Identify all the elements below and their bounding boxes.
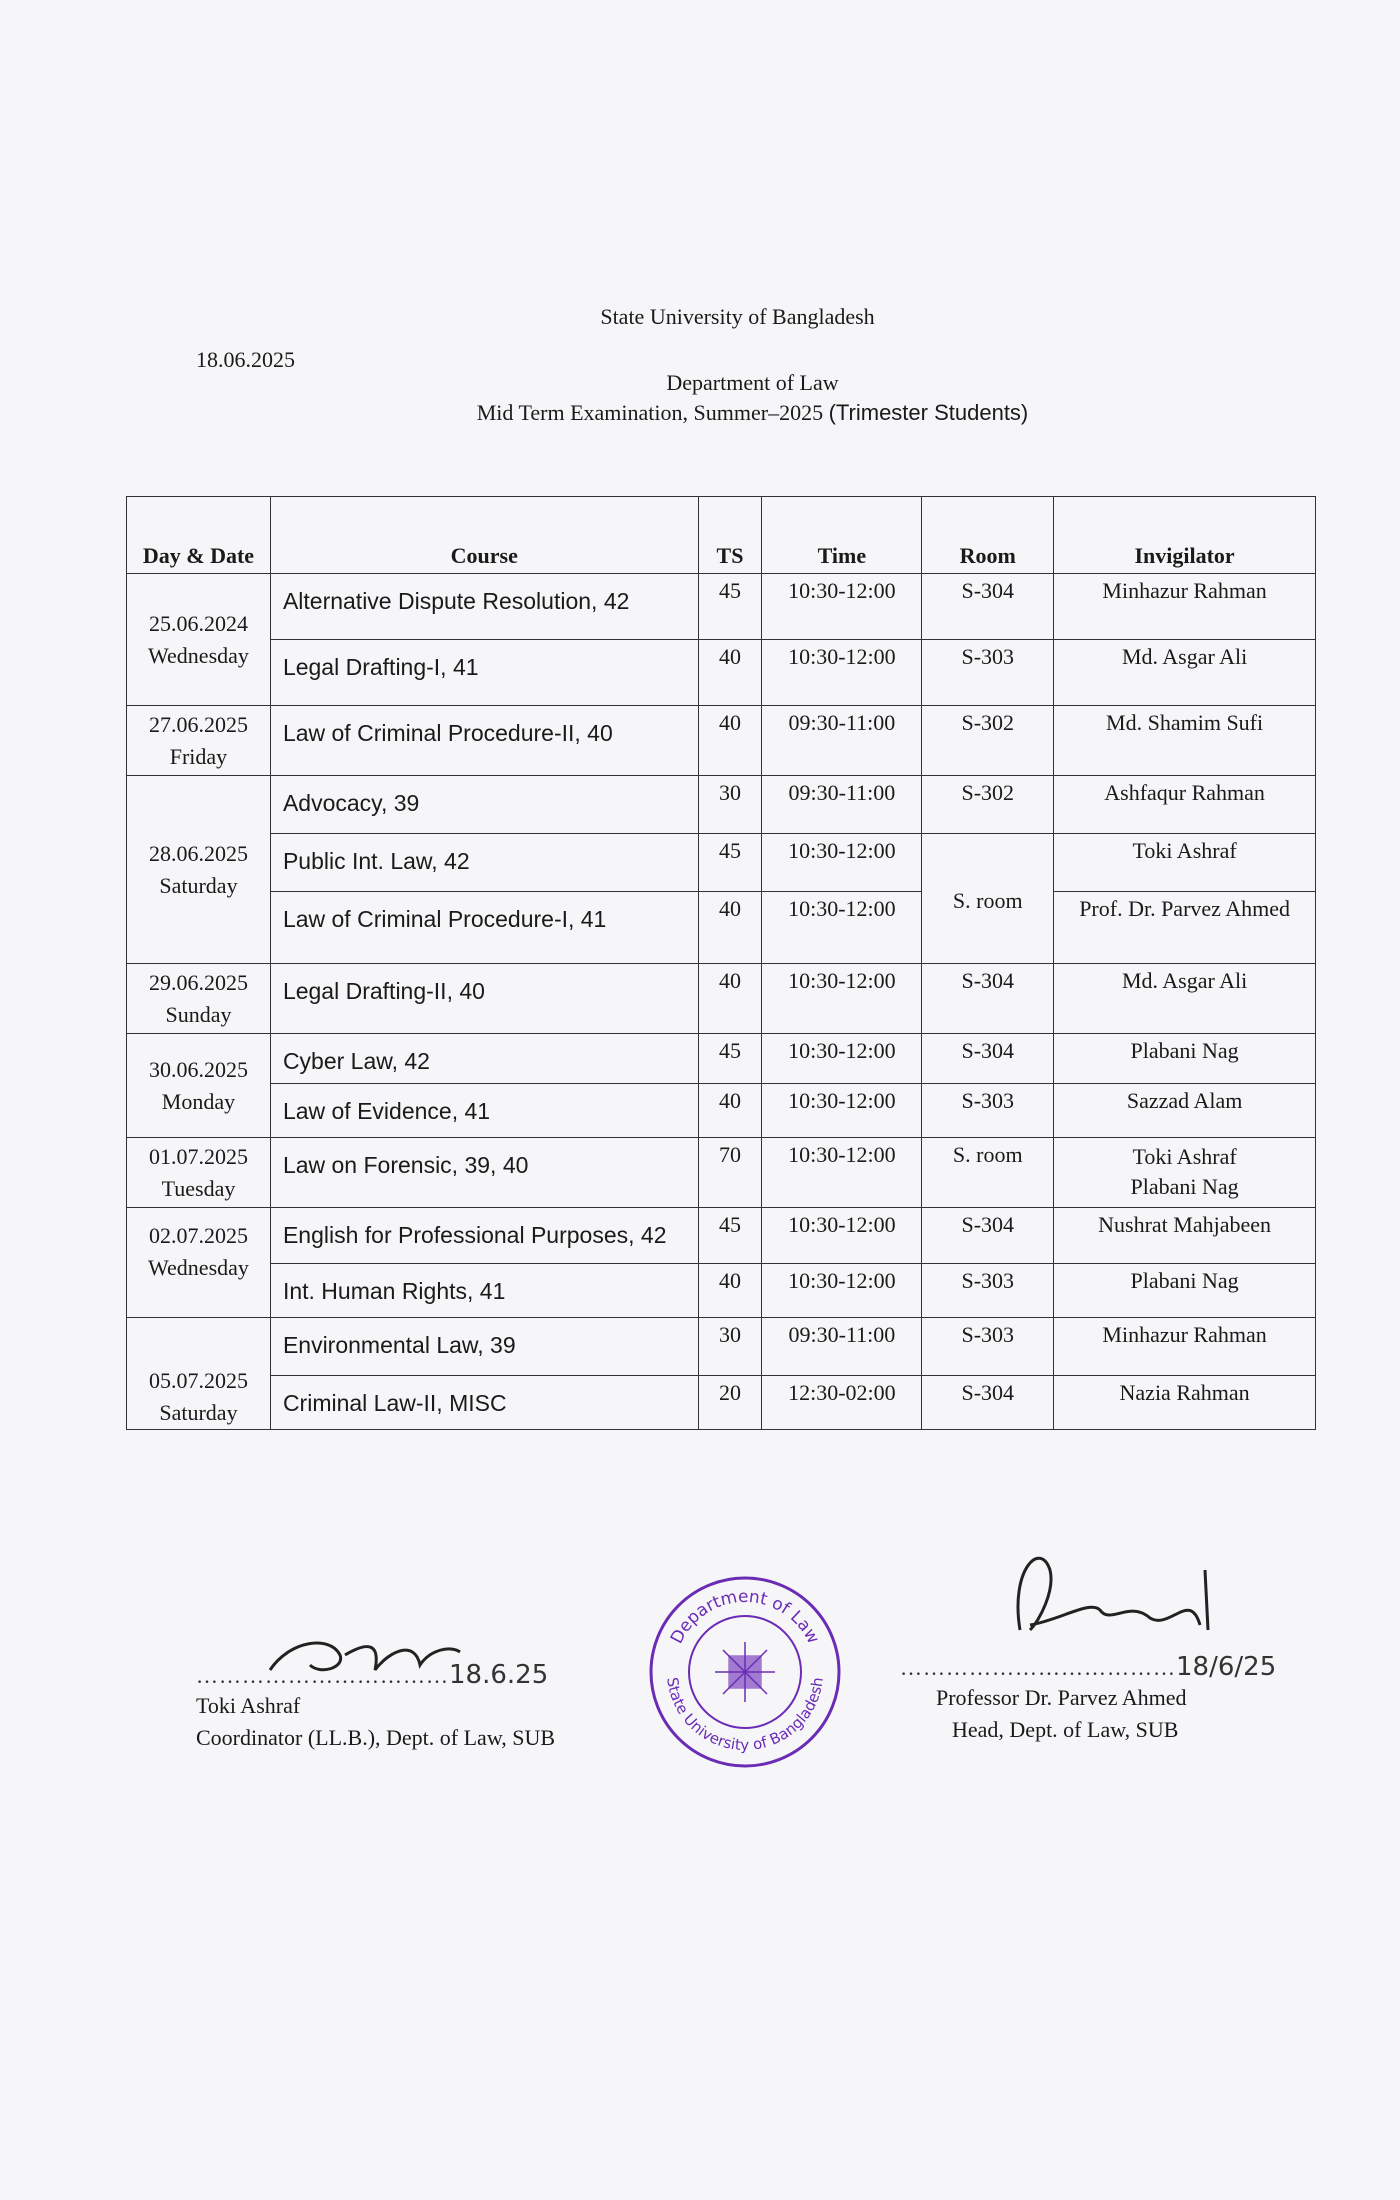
ts-cell: 30 — [698, 776, 762, 834]
ts-cell: 40 — [698, 1264, 762, 1318]
column-header-room: Room — [922, 497, 1054, 574]
department-seal — [645, 1572, 845, 1772]
head-signature-date: 18/6/25 — [1176, 1652, 1277, 1682]
invigilator-cell: Ashfaqur Rahman — [1054, 776, 1316, 834]
time-cell: 10:30-12:00 — [762, 1138, 922, 1208]
invigilator-cell — [1054, 1138, 1316, 1208]
exam-schedule-table — [126, 496, 1316, 1430]
room-cell: S. room — [922, 834, 1054, 964]
exam-date: 02.07.2025 — [148, 1223, 248, 1248]
ts-cell: 45 — [698, 1034, 762, 1084]
column-header-invigilator: Invigilator — [1054, 497, 1316, 574]
exam-date: 30.06.2025 — [148, 1056, 248, 1082]
invigilator-cell: Toki Ashraf — [1054, 834, 1316, 892]
course-cell: Criminal Law-II, MISC — [270, 1376, 698, 1430]
day-date-cell — [127, 1138, 271, 1208]
exam-date: 27.06.2025 — [148, 711, 248, 737]
room-cell: S-303 — [922, 1084, 1054, 1138]
university-name: State University of Bangladesh — [600, 304, 875, 329]
exam-day: Sunday — [165, 1001, 232, 1027]
course-cell: Legal Drafting-I, 41 — [270, 640, 698, 706]
ts-cell: 40 — [698, 640, 762, 706]
table-row — [127, 964, 1316, 1034]
course-cell: Public Int. Law, 42 — [270, 834, 698, 892]
table-row — [127, 892, 1316, 964]
ts-cell: 40 — [698, 1084, 762, 1138]
invigilator-cell: Md. Shamim Sufi — [1054, 706, 1316, 776]
table-row — [127, 640, 1316, 706]
invigilator-name: Toki Ashraf — [1132, 1144, 1237, 1169]
column-header-time: Time — [762, 497, 922, 574]
table-row — [127, 1318, 1316, 1376]
time-cell: 09:30-11:00 — [762, 706, 922, 776]
exam-title-main: Mid Term Examination, Summer–2025 — [476, 400, 824, 425]
ts-cell: 40 — [698, 892, 762, 964]
ts-cell: 45 — [698, 834, 762, 892]
head-name: Professor Dr. Parvez Ahmed — [936, 1685, 1187, 1710]
table-row — [127, 1208, 1316, 1264]
invigilator-cell: Minhazur Rahman — [1054, 1318, 1316, 1376]
room-cell: S-304 — [922, 1208, 1054, 1264]
ts-cell: 30 — [698, 1318, 762, 1376]
exam-day: Saturday — [159, 872, 238, 898]
course-cell: Legal Drafting-II, 40 — [270, 964, 698, 1034]
coordinator-signature-line: ……………………………18.6.25 — [196, 1660, 549, 1690]
department-name: Department of Law — [666, 370, 839, 395]
course-cell: Int. Human Rights, 41 — [270, 1264, 698, 1318]
room-cell: S-302 — [922, 776, 1054, 834]
room-cell: S-304 — [922, 964, 1054, 1034]
time-cell: 09:30-11:00 — [762, 1318, 922, 1376]
exam-date: 05.07.2025 — [148, 1368, 248, 1393]
ts-cell: 45 — [698, 1208, 762, 1264]
course-cell: Environmental Law, 39 — [270, 1318, 698, 1376]
course-cell: Law of Criminal Procedure-I, 41 — [270, 892, 698, 964]
invigilator-cell: Prof. Dr. Parvez Ahmed — [1054, 892, 1316, 964]
seal-bottom-text: State University of Bangladesh — [663, 1676, 827, 1755]
table-row — [127, 574, 1316, 640]
table-row — [127, 706, 1316, 776]
room-cell: S-304 — [922, 574, 1054, 640]
exam-day: Wednesday — [148, 642, 249, 668]
course-cell: Law on Forensic, 39, 40 — [270, 1138, 698, 1208]
ts-cell: 45 — [698, 574, 762, 640]
table-row — [127, 1376, 1316, 1430]
issue-date: 18.06.2025 — [196, 347, 295, 372]
room-cell: S. room — [922, 1138, 1054, 1208]
time-cell: 09:30-11:00 — [762, 776, 922, 834]
invigilator-cell: Sazzad Alam — [1054, 1084, 1316, 1138]
course-cell: English for Professional Purposes, 42 — [270, 1208, 698, 1264]
table-row — [127, 1138, 1316, 1208]
course-cell: Advocacy, 39 — [270, 776, 698, 834]
exam-date: 25.06.2024 — [148, 610, 248, 636]
course-cell: Law of Criminal Procedure-II, 40 — [270, 706, 698, 776]
ts-cell: 40 — [698, 964, 762, 1034]
table-body — [127, 574, 1316, 1430]
day-date-cell — [127, 574, 271, 706]
exam-title — [0, 400, 1400, 426]
invigilator-cell: Plabani Nag — [1054, 1034, 1316, 1084]
head-signature — [1000, 1530, 1240, 1660]
time-cell: 10:30-12:00 — [762, 1264, 922, 1318]
seal-top-text: Department of Law — [666, 1586, 824, 1648]
column-header-ts: TS — [698, 497, 762, 574]
invigilator-cell: Md. Asgar Ali — [1054, 964, 1316, 1034]
coordinator-title: Coordinator (LL.B.), Dept. of Law, SUB — [196, 1725, 556, 1750]
exam-day: Saturday — [159, 1400, 238, 1425]
column-header-course: Course — [270, 497, 698, 574]
invigilator-cell: Nushrat Mahjabeen — [1054, 1208, 1316, 1264]
coordinator-name: Toki Ashraf — [196, 1693, 301, 1718]
room-cell: S-303 — [922, 1318, 1054, 1376]
column-header-day-date: Day & Date — [127, 497, 271, 574]
room-cell: S-303 — [922, 1264, 1054, 1318]
table-row — [127, 1084, 1316, 1138]
exam-date: 28.06.2025 — [148, 840, 248, 866]
time-cell: 12:30-02:00 — [762, 1376, 922, 1430]
time-cell: 10:30-12:00 — [762, 964, 922, 1034]
exam-day: Wednesday — [148, 1255, 249, 1280]
invigilator-name: Plabani Nag — [1130, 1174, 1239, 1199]
table-row — [127, 1034, 1316, 1084]
room-cell: S-303 — [922, 640, 1054, 706]
head-signature-line: ………………………………18/6/25 — [900, 1652, 1277, 1682]
day-date-cell — [127, 1208, 271, 1318]
invigilator-cell: Plabani Nag — [1054, 1264, 1316, 1318]
invigilator-cell: Nazia Rahman — [1054, 1376, 1316, 1430]
time-cell: 10:30-12:00 — [762, 640, 922, 706]
course-cell: Cyber Law, 42 — [270, 1034, 698, 1084]
time-cell: 10:30-12:00 — [762, 1208, 922, 1264]
time-cell: 10:30-12:00 — [762, 574, 922, 640]
room-cell: S-302 — [922, 706, 1054, 776]
table-header-row — [127, 497, 1316, 574]
exam-day: Friday — [169, 743, 228, 769]
time-cell: 10:30-12:00 — [762, 892, 922, 964]
ts-cell: 70 — [698, 1138, 762, 1208]
seal-emblem-icon — [715, 1642, 775, 1702]
head-title: Head, Dept. of Law, SUB — [952, 1717, 1179, 1742]
time-cell: 10:30-12:00 — [762, 834, 922, 892]
table-row — [127, 1264, 1316, 1318]
invigilator-cell: Minhazur Rahman — [1054, 574, 1316, 640]
room-cell: S-304 — [922, 1034, 1054, 1084]
day-date-cell — [127, 1034, 271, 1138]
course-cell: Alternative Dispute Resolution, 42 — [270, 574, 698, 640]
ts-cell: 40 — [698, 706, 762, 776]
day-date-cell — [127, 1318, 271, 1430]
room-cell: S-304 — [922, 1376, 1054, 1430]
day-date-cell — [127, 964, 271, 1034]
ts-cell: 20 — [698, 1376, 762, 1430]
time-cell: 10:30-12:00 — [762, 1034, 922, 1084]
head-signature-block — [900, 1652, 1276, 1746]
exam-day: Tuesday — [161, 1175, 236, 1201]
invigilator-cell: Md. Asgar Ali — [1054, 640, 1316, 706]
coordinator-signature-date: 18.6.25 — [449, 1660, 549, 1690]
exam-title-suffix: (Trimester Students) — [828, 400, 1029, 425]
exam-day: Monday — [161, 1088, 236, 1114]
day-date-cell — [127, 776, 271, 964]
table-row — [127, 834, 1316, 892]
coordinator-signature-block — [196, 1660, 555, 1754]
table-row — [127, 776, 1316, 834]
course-cell: Law of Evidence, 41 — [270, 1084, 698, 1138]
exam-date: 29.06.2025 — [148, 969, 248, 995]
exam-date: 01.07.2025 — [148, 1143, 248, 1169]
time-cell: 10:30-12:00 — [762, 1084, 922, 1138]
day-date-cell — [127, 706, 271, 776]
